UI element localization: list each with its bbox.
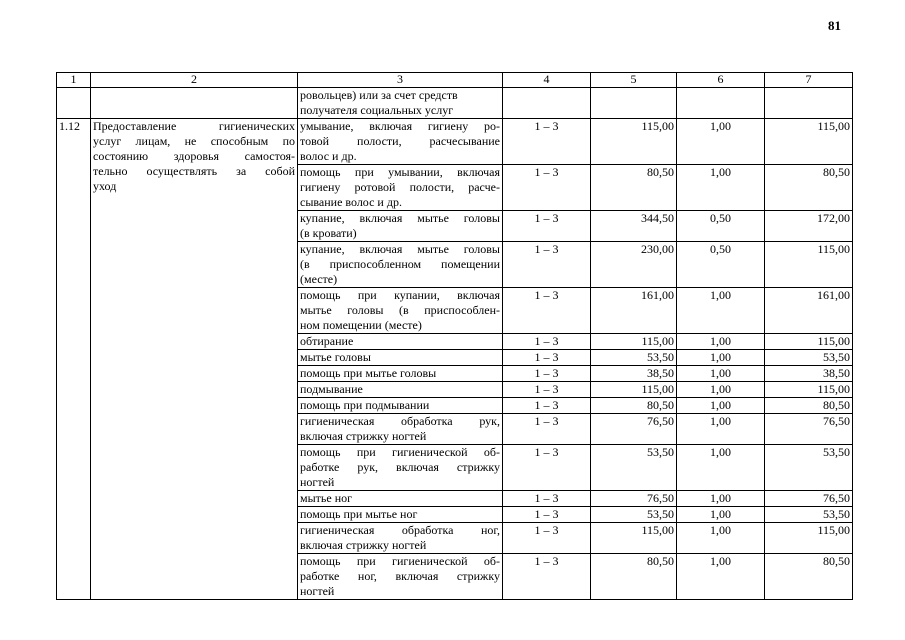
total-cell: 80,50 <box>765 398 853 414</box>
price-cell: 53,50 <box>591 350 677 366</box>
total-cell: 53,50 <box>765 350 853 366</box>
continuation-row <box>57 88 853 119</box>
coefficient-cell: 1,00 <box>677 350 765 366</box>
frequency-cell: 1 – 3 <box>503 382 591 398</box>
service-cell: гигиеническая обработка ног, включая стрижку ногтей <box>298 523 503 554</box>
service-cell: помощь при мытье головы <box>298 366 503 382</box>
service-cell: помощь при гигиенической об- работке рук, включая стрижку ногтей <box>298 445 503 491</box>
coefficient-cell: 1,00 <box>677 165 765 211</box>
total-cell: 80,50 <box>765 554 853 600</box>
total-cell: 53,50 <box>765 507 853 523</box>
coefficient-cell: 1,00 <box>677 398 765 414</box>
page-number: 81 <box>828 18 841 33</box>
coefficient-cell: 1,00 <box>677 382 765 398</box>
coefficient-cell: 1,00 <box>677 288 765 334</box>
service-cell: помощь при подмывании <box>298 398 503 414</box>
coefficient-cell: 1,00 <box>677 119 765 165</box>
price-cell: 161,00 <box>591 288 677 334</box>
total-cell: 38,50 <box>765 366 853 382</box>
header-cell-7: 7 <box>765 73 853 88</box>
coefficient-cell: 1,00 <box>677 445 765 491</box>
service-cell: помощь при гигиенической об- работке ног, включая стрижку ногтей <box>298 554 503 600</box>
price-cell: 115,00 <box>591 523 677 554</box>
service-cell: купание, включая мытье головы (в кровати) <box>298 211 503 242</box>
frequency-cell: 1 – 3 <box>503 507 591 523</box>
total-cell: 115,00 <box>765 523 853 554</box>
service-cell: умывание, включая гигиену ро- товой полости, расчесывание волос и др. <box>298 119 503 165</box>
frequency-cell: 1 – 3 <box>503 242 591 288</box>
service-cell: помощь при мытье ног <box>298 507 503 523</box>
service-cell: обтирание <box>298 334 503 350</box>
frequency-cell: 1 – 3 <box>503 366 591 382</box>
service-cell: гигиеническая обработка рук, включая стрижку ногтей <box>298 414 503 445</box>
price-cell: 53,50 <box>591 507 677 523</box>
coefficient-cell: 1,00 <box>677 491 765 507</box>
frequency-cell: 1 – 3 <box>503 445 591 491</box>
table-body <box>57 88 853 600</box>
continuation-service: ровольцев) или за счет средств получателя социальных услуг <box>298 88 503 119</box>
price-cell: 76,50 <box>591 414 677 445</box>
service-cell: мытье головы <box>298 350 503 366</box>
total-cell: 80,50 <box>765 165 853 211</box>
price-cell: 115,00 <box>591 382 677 398</box>
coefficient-cell: 0,50 <box>677 211 765 242</box>
services-table <box>56 72 853 600</box>
price-cell: 80,50 <box>591 398 677 414</box>
frequency-cell: 1 – 3 <box>503 119 591 165</box>
header-cell-4: 4 <box>503 73 591 88</box>
section-code: 1.12 <box>57 119 91 600</box>
total-cell: 115,00 <box>765 382 853 398</box>
frequency-cell: 1 – 3 <box>503 554 591 600</box>
frequency-cell: 1 – 3 <box>503 523 591 554</box>
header-cell-5: 5 <box>591 73 677 88</box>
total-cell: 53,50 <box>765 445 853 491</box>
coefficient-cell: 1,00 <box>677 523 765 554</box>
total-cell: 115,00 <box>765 242 853 288</box>
frequency-cell: 1 – 3 <box>503 414 591 445</box>
frequency-cell: 1 – 3 <box>503 334 591 350</box>
total-cell: 115,00 <box>765 334 853 350</box>
coefficient-cell: 1,00 <box>677 554 765 600</box>
header-cell-1: 1 <box>57 73 91 88</box>
frequency-cell: 1 – 3 <box>503 211 591 242</box>
coefficient-cell: 1,00 <box>677 414 765 445</box>
total-cell: 115,00 <box>765 119 853 165</box>
price-cell: 115,00 <box>591 334 677 350</box>
service-cell: подмывание <box>298 382 503 398</box>
total-cell: 76,50 <box>765 414 853 445</box>
price-cell: 115,00 <box>591 119 677 165</box>
price-cell: 38,50 <box>591 366 677 382</box>
coefficient-cell: 1,00 <box>677 334 765 350</box>
price-cell: 230,00 <box>591 242 677 288</box>
header-cell-3: 3 <box>298 73 503 88</box>
service-cell: помощь при умывании, включая гигиену ротовой полости, расче- сывание волос и др. <box>298 165 503 211</box>
coefficient-cell: 1,00 <box>677 366 765 382</box>
price-cell: 344,50 <box>591 211 677 242</box>
frequency-cell: 1 – 3 <box>503 288 591 334</box>
price-cell: 80,50 <box>591 554 677 600</box>
price-cell: 53,50 <box>591 445 677 491</box>
service-cell: помощь при купании, включая мытье головы (в приспособлен- ном помещении (месте) <box>298 288 503 334</box>
table-row <box>57 119 853 165</box>
header-cell-2: 2 <box>91 73 298 88</box>
frequency-cell: 1 – 3 <box>503 165 591 211</box>
total-cell: 161,00 <box>765 288 853 334</box>
service-cell: мытье ног <box>298 491 503 507</box>
frequency-cell: 1 – 3 <box>503 491 591 507</box>
frequency-cell: 1 – 3 <box>503 350 591 366</box>
price-cell: 80,50 <box>591 165 677 211</box>
total-cell: 76,50 <box>765 491 853 507</box>
section-name: Предоставление гигиенических услуг лицам, не способным по состоянию здоровья самостоя- тельно осуществлять за собой уход <box>91 119 298 600</box>
header-cell-6: 6 <box>677 73 765 88</box>
service-cell: купание, включая мытье головы (в приспособленном помещении (месте) <box>298 242 503 288</box>
coefficient-cell: 0,50 <box>677 242 765 288</box>
coefficient-cell: 1,00 <box>677 507 765 523</box>
frequency-cell: 1 – 3 <box>503 398 591 414</box>
price-cell: 76,50 <box>591 491 677 507</box>
total-cell: 172,00 <box>765 211 853 242</box>
header-row <box>57 73 853 88</box>
